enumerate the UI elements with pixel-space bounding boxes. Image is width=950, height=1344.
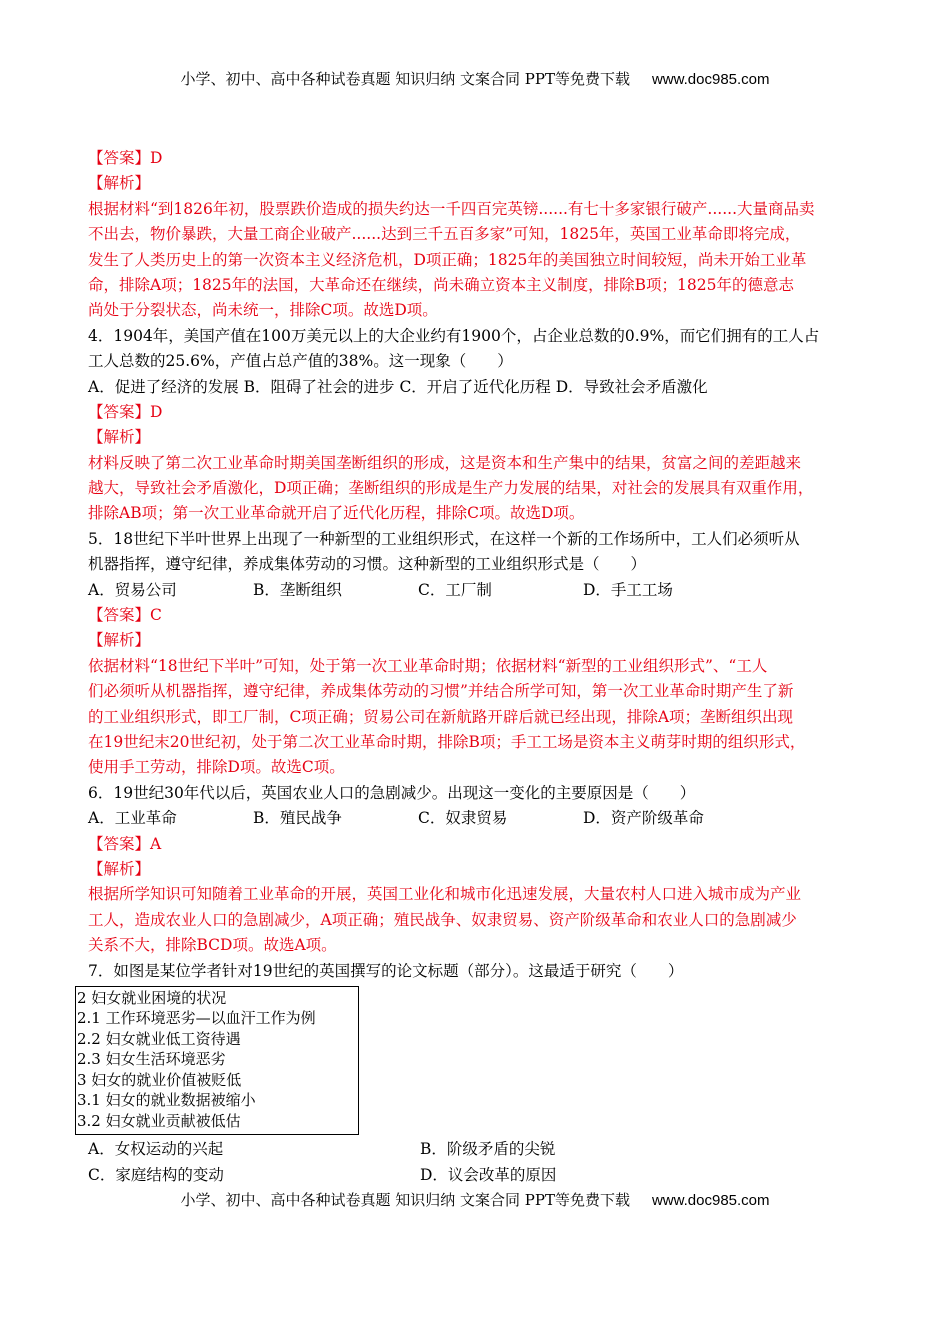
q7-option-d: D．议会改革的原因 [420, 1165, 557, 1184]
q6-option-d: D．资产阶级革命 [583, 809, 704, 828]
q6-option-b: B．殖民战争 [253, 809, 342, 828]
q7-outline-line: 2.3 妇女生活环境恶劣 [77, 1050, 226, 1069]
q4-answer: 【答案】D [88, 402, 163, 421]
header-text: 小学、初中、高中各种试卷真题 知识归纳 文案合同 PPT等免费下载 [180, 70, 630, 88]
q7-option-a: A．女权运动的兴起 [88, 1140, 224, 1159]
q6-analysis-line: 根据所学知识可知随着工业革命的开展，英国工业化和城市化迅速发展，大量农村人口进入城市成为产业 [88, 885, 802, 904]
q6-option-a: A．工业革命 [88, 809, 177, 828]
q7-options-row [88, 1163, 868, 1188]
q4-analysis-line: 越大，导致社会矛盾激化，D项正确；垄断组织的形成是生产力发展的结果，对社会的发展具有双重作用， [88, 479, 814, 498]
q7-options-row [88, 1137, 868, 1162]
q5-option-a: A．贸易公司 [88, 580, 177, 599]
q7-option-b: B．阶级矛盾的尖锐 [420, 1140, 556, 1159]
q6-analysis-line: 关系不大，排除BCD项。故选A项。 [88, 936, 337, 955]
q4-stem-line: 4．1904年，美国产值在100万美元以上的大企业约有1900个，占企业总数的0.9%，而它们拥有的工人占 [88, 326, 820, 345]
footer-url: www.doc985.com [651, 1192, 770, 1209]
q7-outline-box [75, 986, 359, 1136]
q3-answer: 【答案】D [88, 149, 163, 167]
q3-analysis-line: 不出去，物价暴跌，大量工商企业破产......达到三千五百多家”可知，1825年，英国工业革命即将完成， [88, 225, 801, 244]
q3-analysis-line: 尚处于分裂状态，尚未统一，排除C项。故选D项。 [88, 301, 438, 320]
q7-outline-line: 2 妇女就业困境的状况 [77, 988, 227, 1007]
q7-outline-line: 3.2 妇女就业贡献被低估 [77, 1111, 241, 1130]
q6-option-c: C．奴隶贸易 [418, 809, 508, 828]
q3-analysis-label: 【解析】 [88, 174, 151, 193]
q7-outline-line: 3 妇女的就业价值被贬低 [77, 1070, 242, 1089]
header-url: www.doc985.com [651, 71, 770, 88]
q5-analysis-label: 【解析】 [88, 631, 151, 650]
q7-outline-line: 3.1 妇女的就业数据被缩小 [77, 1091, 256, 1110]
q5-option-d: D．手工工场 [583, 580, 673, 599]
page-footer [0, 1189, 950, 1210]
q5-analysis-line: 依据材料“18世纪下半叶”可知，处于第一次工业革命时期；依据材料“新型的工业组织形式”、“工人 [88, 656, 768, 675]
q5-options [88, 578, 868, 603]
footer-text: 小学、初中、高中各种试卷真题 知识归纳 文案合同 PPT等免费下载 [180, 1191, 630, 1209]
q6-analysis-line: 工人，造成农业人口的急剧减少，A项正确；殖民战争、奴隶贸易、资产阶级革命和农业人口的急剧减少 [88, 910, 797, 929]
q7-option-c: C．家庭结构的变动 [88, 1165, 224, 1184]
q7-stem: 7．如图是某位学者针对19世纪的英国撰写的论文标题（部分）。这最适于研究（ ） [88, 961, 684, 980]
q4-options: A．促进了经济的发展 B．阻碍了社会的进步 C．开启了近代化历程 D．导致社会矛盾激化 [88, 377, 708, 396]
q4-analysis-line: 排除AB项；第一次工业革命就开启了近代化历程，排除C项。故选D项。 [88, 504, 585, 523]
page-header [0, 68, 950, 89]
q3-analysis-line: 发生了人类历史上的第一次资本主义经济危机，D项正确；1825年的美国独立时间较短，尚未开始工业革 [88, 250, 807, 269]
q7-outline-line: 2.1 工作环境恶劣—以血汗工作为例 [77, 1009, 316, 1028]
q7-outline-line: 2.2 妇女就业低工资待遇 [77, 1029, 241, 1048]
document-body [77, 146, 868, 1188]
q5-stem-line: 机器指挥，遵守纪律，养成集体劳动的习惯。这种新型的工业组织形式是（ ） [88, 555, 647, 574]
q4-analysis-line: 材料反映了第二次工业革命时期美国垄断组织的形成，这是资本和生产集中的结果，贫富之间的差距越来 [88, 453, 802, 472]
q3-analysis-line: 根据材料“到1826年初，股票跌价造成的损失约达一千四百完英镑......有七十多家银行破产......大量商品卖 [88, 199, 815, 218]
q6-options [88, 806, 868, 831]
q5-analysis-line: 在19世纪末20世纪初，处于第二次工业革命时期，排除B项；手工工场是资本主义萌芽时期的组织形式， [88, 732, 806, 751]
q5-option-b: B．垄断组织 [253, 580, 342, 599]
q5-stem-line: 5．18世纪下半叶世界上出现了一种新型的工业组织形式，在这样一个新的工作场所中，工人们必须听从 [88, 529, 800, 548]
q6-answer: 【答案】A [88, 834, 162, 853]
q5-analysis-line: 们必须听从机器指挥，遵守纪律，养成集体劳动的习惯”并结合所学可知，第一次工业革命时期产生了新 [88, 682, 794, 701]
q6-stem: 6．19世纪30年代以后，英国农业人口的急剧减少。出现这一变化的主要原因是（ ） [88, 783, 696, 802]
q3-analysis-line: 命，排除A项；1825年的法国，大革命还在继续，尚未确立资本主义制度，排除B项；1825年的德意志 [88, 275, 794, 294]
q5-answer: 【答案】C [88, 606, 162, 625]
q5-analysis-line: 的工业组织形式，即工厂制，C项正确；贸易公司在新航路开辟后就已经出现，排除A项；垄断组织出现 [88, 707, 794, 726]
q6-analysis-label: 【解析】 [88, 859, 151, 878]
q5-analysis-line: 使用手工劳动，排除D项。故选C项。 [88, 758, 345, 777]
q4-analysis-label: 【解析】 [88, 428, 151, 447]
q5-option-c: C．工厂制 [418, 580, 492, 599]
q4-stem-line: 工人总数的25.6%，产值占总产值的38%。这一现象（ ） [88, 352, 513, 371]
